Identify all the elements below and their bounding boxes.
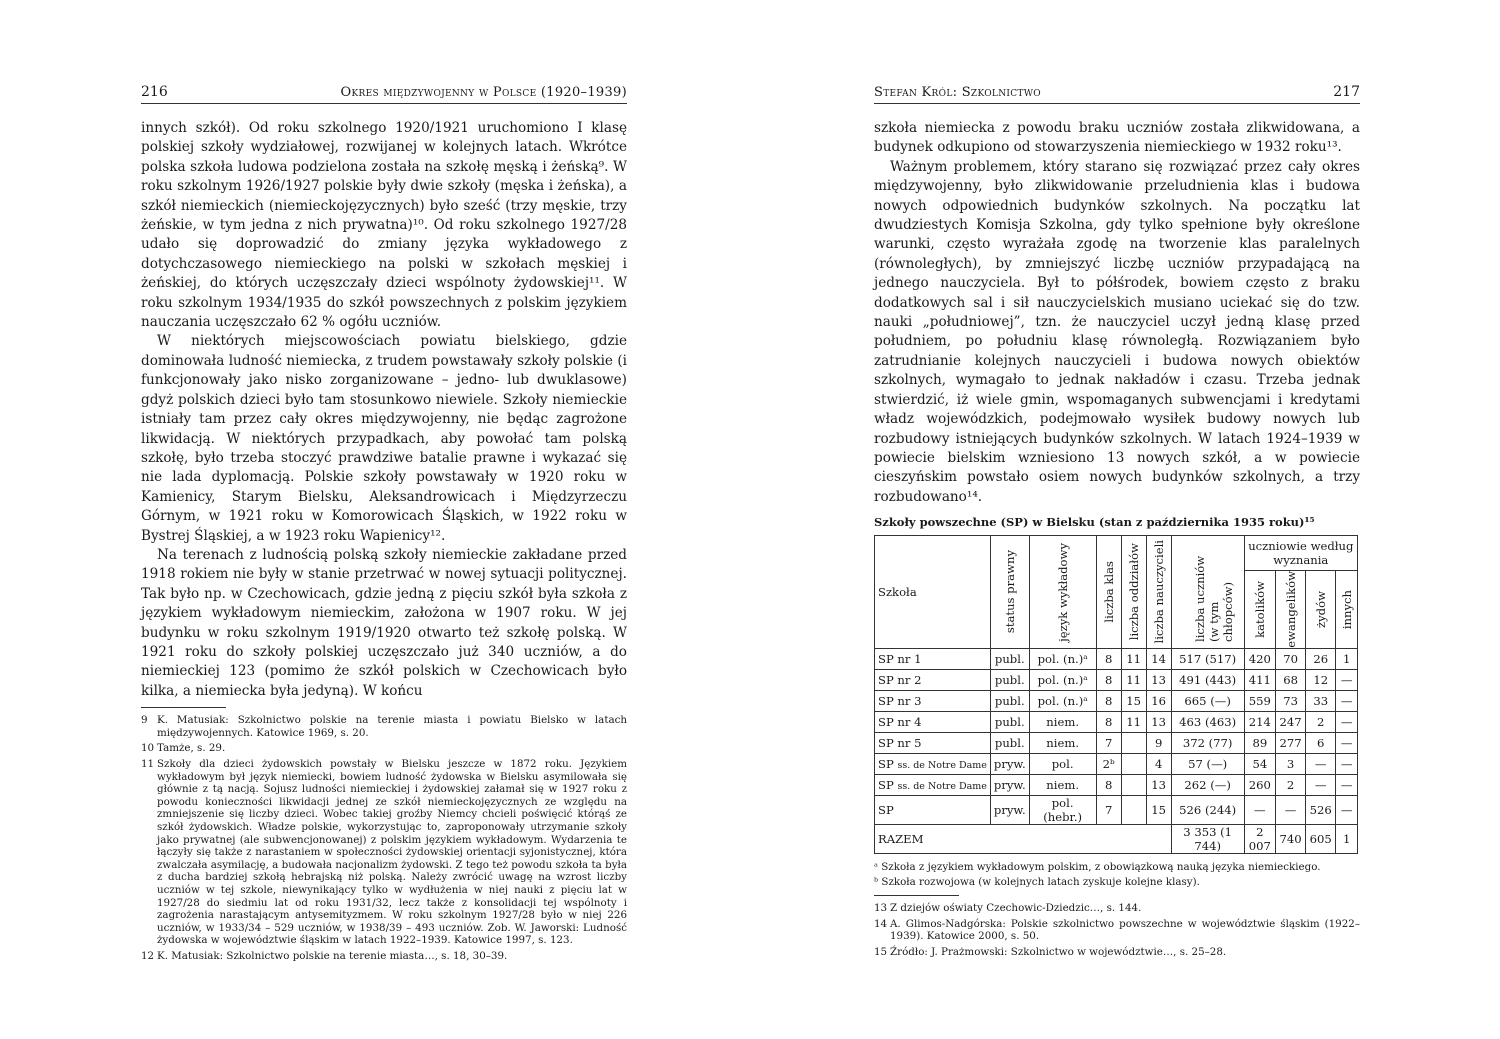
paragraph: Ważnym problemem, który starano się rozwiązać przez cały okres międzywojenny, było zlikwidowanie przeludnienia klas i budowa nowych odpowiednich budynków szkolnych. Na początku lat dwudziestych Komisja Szkolna, gdy tylko spełnione były określone warunki, często wyrażała zgodę na tworzenie klas paralelnych (równoległych), by zmniejszyć liczbę uczniów przypadającą na jednego nauczyciela. Był to półśrodek, bowiem często z braku dodatkowych sal i sił nauczycielskich musiano uciekać się do tzw. nauki „południowej”, tzn. że nauczyciel uczył jedną klasę przed południem, po południu klasę równoległą. Rozwiązaniem było zatrudnianie kolejnych nauczycieli i budowa nowych obiektów szkolnych, wymagało to jednak nakładów i czasu. Trzeba jednak stwierdzić, iż wiele gmin, wspomaganych subwencjami i kredytami władz wojewódzkich, podejmowało wysiłek budowy nowych lub rozbudowy istniejących budynków szkolnych. W latach 1924–1939 w powiecie bielskim wzniesiono 13 nowych szkół, a w powiecie cieszyńskim powstało osiem nowych budynków szkolnych, a trzy rozbudowano¹⁴. — [874, 158, 1360, 505]
footnote: 11 Szkoły dla dzieci żydowskich powstały w Bielsku jeszcze w 1872 roku. Językiem wykładowym był język niemiecki, bowiem ludność żydowska w Bielsku asymilowała się głównie z tą nacją. Sojusz ludności niemieckiej i żydowskiej załamał się w 1927 roku z powodu konieczności likwidacji jednej ze szkół niemieckojęzycznych ze względu na zmniejszenie się liczby dzieci. Wobec takiej groźby Niemcy chcieli poświęcić którąś ze szkół żydowskich. Władze polskie, wykorzystując to, zaproponowały utrzymanie szkoły jako prywatnej (ale subwencjonowanej) z polskim językiem wykładowym. Wydarzenia te łączyły się także z narastaniem w społeczności żydowskiej orientacji syjonistycznej, która zwalczała asymilację, a budowała nacjonalizm żydowski. Z tego też powodu szkoła ta była z ducha bardziej szkołą hebrajską niż polską. Należy zwrócić uwagę na wzrost liczby uczniów w tej szkole, niewynikający tylko w wydłużenia w niej nauki z pięciu lat w 1927/28 do siedmiu lat od roku 1931/32, lecz także z konsolidacji tej wspólnoty i zagrożenia narastającym antysemityzmem. W roku szkolnym 1927/28 było w niej 226 uczniów, w 1933/34 – 529 uczniów, w 1938/39 – 493 uczniów. Zob. W. Jaworski: Ludność żydowska w województwie śląskim w latach 1922–1939. Katowice 1997, s. 123. — [141, 757, 627, 947]
table-total-row — [875, 824, 1358, 853]
table-note: ᵃ Szkoła z językiem wykładowym polskim, z obowiązkową nauką języka niemieckiego. — [874, 860, 1321, 873]
header-other: innych — [1336, 571, 1358, 649]
footnotes — [141, 714, 627, 962]
header-evangelical: ewangelików — [1276, 571, 1306, 649]
cell-pupils: 262 (—) — [1171, 774, 1244, 795]
table-row — [875, 669, 1358, 690]
footnote: 13 Z dziejów oświaty Czechowic-Dziedzic…, s. 144. — [874, 901, 1142, 914]
cell-language: pol. (hebr.) — [1029, 795, 1096, 824]
cell-divisions: 15 — [1121, 690, 1146, 711]
table-row — [875, 732, 1358, 753]
cell-status: publ. — [990, 690, 1029, 711]
cell-teachers: 16 — [1146, 690, 1171, 711]
cell-evangelical: 68 — [1276, 669, 1306, 690]
cell-status: publ. — [990, 732, 1029, 753]
footnote: 9 K. Matusiak: Szkolnictwo polskie na terenie miasta i powiatu Bielsko w latach międzywojennych. Katowice 1969, s. 20. — [141, 714, 627, 739]
table-notes — [874, 860, 1360, 889]
cell-teachers: 13 — [1146, 669, 1171, 690]
cell-other: 1 — [1336, 648, 1358, 669]
footnote-rule — [874, 895, 959, 896]
cell-school: SP ss. de Notre Dame — [875, 774, 991, 795]
cell-classes: 8 — [1096, 711, 1121, 732]
cell-other: — — [1336, 795, 1358, 824]
cell-pupils: 463 (463) — [1171, 711, 1244, 732]
total-catholic: 2 007 — [1244, 824, 1275, 853]
total-evangelical: 740 — [1276, 824, 1306, 853]
total-pupils: 3 353 (1 744) — [1171, 824, 1244, 853]
cell-classes: 7 — [1096, 795, 1121, 824]
cell-status: publ. — [990, 648, 1029, 669]
header-teachers: liczba nauczycieli — [1146, 536, 1171, 649]
cell-language: niem. — [1029, 711, 1096, 732]
cell-language: pol. (n.)ᵃ — [1029, 648, 1096, 669]
cell-pupils: 372 (77) — [1171, 732, 1244, 753]
cell-other: — — [1336, 711, 1358, 732]
cell-other: — — [1336, 753, 1358, 774]
table-row — [875, 648, 1358, 669]
cell-evangelical: 247 — [1276, 711, 1306, 732]
cell-other: — — [1336, 669, 1358, 690]
right-page — [874, 84, 1360, 961]
cell-classes: 8 — [1096, 690, 1121, 711]
cell-pupils: 491 (443) — [1171, 669, 1244, 690]
cell-divisions — [1121, 753, 1146, 774]
cell-pupils: 665 (—) — [1171, 690, 1244, 711]
cell-school: SP nr 3 — [875, 690, 991, 711]
table-row — [875, 753, 1358, 774]
cell-divisions: 11 — [1121, 711, 1146, 732]
cell-evangelical: 2 — [1276, 774, 1306, 795]
cell-catholic: 214 — [1244, 711, 1275, 732]
header-status: status prawny — [990, 536, 1029, 649]
cell-catholic: 559 — [1244, 690, 1275, 711]
cell-classes: 8 — [1096, 774, 1121, 795]
cell-teachers: 13 — [1146, 711, 1171, 732]
cell-catholic: 260 — [1244, 774, 1275, 795]
cell-teachers: 15 — [1146, 795, 1171, 824]
running-title: Okres międzywojenny w Polsce (1920–1939) — [340, 85, 627, 100]
table-note: ᵇ Szkoła rozwojowa (w kolejnych latach zyskuje kolejne klasy). — [874, 875, 1200, 888]
header-classes: liczba klas — [1096, 536, 1121, 649]
cell-divisions — [1121, 795, 1146, 824]
table-row — [875, 795, 1358, 824]
cell-pupils: 517 (517) — [1171, 648, 1244, 669]
cell-status: pryw. — [990, 795, 1029, 824]
header-catholic: katolików — [1244, 571, 1275, 649]
cell-divisions — [1121, 774, 1146, 795]
paragraph: Na terenach z ludnością polską szkoły niemieckie zakładane przed 1918 rokiem nie były w stanie przetrwać w nowej sytuacji politycznej. Tak było np. w Czechowicach, gdzie jedną z pięciu szkół była szkoła z językiem wykładowym niemieckim, założona w 1907 roku. W jej budynku w roku szkolnym 1919/1920 otwarto też szkołę polską. W 1921 roku do szkoły polskiej uczęszczało już 340 uczniów, a do niemieckiej 123 (pomimo że szkół polskich w Czechowicach było kilka, a niemiecka była jedyną). W końcu — [141, 546, 627, 699]
cell-jewish: 33 — [1306, 690, 1336, 711]
cell-divisions — [1121, 732, 1146, 753]
header-pupils: liczba uczniów (w tym chłopców) — [1171, 536, 1244, 649]
cell-jewish: 12 — [1306, 669, 1336, 690]
total-jewish: 605 — [1306, 824, 1336, 853]
cell-status: pryw. — [990, 753, 1029, 774]
cell-classes: 2ᵇ — [1096, 753, 1121, 774]
body-text — [874, 119, 1360, 507]
cell-language: niem. — [1029, 774, 1096, 795]
cell-jewish: — — [1306, 774, 1336, 795]
footnote-rule — [141, 707, 226, 708]
cell-school: SP nr 1 — [875, 648, 991, 669]
page-number: 216 — [141, 84, 168, 100]
cell-catholic: 89 — [1244, 732, 1275, 753]
header-divisions: liczba oddziałów — [1121, 536, 1146, 649]
cell-jewish: 2 — [1306, 711, 1336, 732]
cell-status: pryw. — [990, 774, 1029, 795]
cell-classes: 8 — [1096, 648, 1121, 669]
cell-jewish: 26 — [1306, 648, 1336, 669]
cell-evangelical: 70 — [1276, 648, 1306, 669]
cell-teachers: 13 — [1146, 774, 1171, 795]
header-school: Szkoła — [875, 536, 991, 649]
cell-classes: 8 — [1096, 669, 1121, 690]
total-label: RAZEM — [875, 824, 1172, 853]
running-head — [874, 84, 1360, 104]
cell-teachers: 4 — [1146, 753, 1171, 774]
header-jewish: żydów — [1306, 571, 1336, 649]
footnote: 12 K. Matusiak: Szkolnictwo polskie na terenie miasta…, s. 18, 30–39. — [141, 949, 508, 962]
paragraph: szkoła niemiecka z powodu braku uczniów została zlikwidowana, a budynek odkupiono od stowarzyszenia niemieckiego w 1932 roku¹³. — [874, 120, 1360, 156]
paragraph: W niektórych miejscowościach powiatu bielskiego, gdzie dominowała ludność niemiecka, z trudem powstawały szkoły polskie (i funkcjonowały jako nisko zorganizowane – jedno- lub dwuklasowe) gdyż polskich dzieci było tam stosunkowo niewiele. Szkoły niemieckie istniały tam przez cały okres międzywojenny, nie będąc zagrożone likwidacją. W niektórych przypadkach, aby powołać tam polską szkołę, było trzeba stoczyć prawdziwe batalie prawne i wykazać się nie lada dyplomacją. Polskie szkoły powstawały w 1920 roku w Kamienicy, Starym Bielsku, Aleksandrowicach i Międzyrzeczu Górnym, w 1921 roku w Komorowicach Śląskich, w 1922 roku w Bystrej Śląskiej, a w 1923 roku Wapienicy¹². — [141, 333, 627, 544]
total-other: 1 — [1336, 824, 1358, 853]
cell-status: publ. — [990, 669, 1029, 690]
cell-evangelical: 3 — [1276, 753, 1306, 774]
paragraph: innych szkół). Od roku szkolnego 1920/1921 uruchomiono I klasę polskiej szkoły wydziałowej, rozwijanej w kolejnych latach. Wkrótce polska szkoła ludowa podzielona została na szkołę męską i żeńską⁹. W roku szkolnym 1926/1927 polskie były dwie szkoły (męska i żeńska), a szkół niemieckich (niemieckojęzycznych) było sześć (trzy męskie, trzy żeńskie, w tym jedna z nich prywatna)¹⁰. Od roku szkolnego 1927/28 udało się doprowadzić do zmiany języka wykładowego z dotychczasowego niemieckiego na polski w szkołach męskiej i żeńskiej, do których uczęszczały dzieci wspólnoty żydowskiej¹¹. W roku szkolnym 1934/1935 do szkół powszechnych z polskim językiem nauczania uczęszczało 62 % ogółu uczniów. — [141, 120, 627, 331]
cell-school: SP — [875, 795, 991, 824]
table-title: Szkoły powszechne (SP) w Bielsku (stan z października 1935 roku)¹⁵ — [874, 515, 1315, 530]
table-row — [875, 711, 1358, 732]
cell-status: publ. — [990, 711, 1029, 732]
cell-language: niem. — [1029, 732, 1096, 753]
table-row — [875, 774, 1358, 795]
cell-evangelical: — — [1276, 795, 1306, 824]
cell-language: pol. — [1029, 753, 1096, 774]
cell-teachers: 14 — [1146, 648, 1171, 669]
cell-teachers: 9 — [1146, 732, 1171, 753]
cell-jewish: 6 — [1306, 732, 1336, 753]
cell-catholic: 54 — [1244, 753, 1275, 774]
body-text — [141, 119, 627, 701]
table-row — [875, 690, 1358, 711]
cell-other: — — [1336, 774, 1358, 795]
footnote: 10 Tamże, s. 29. — [141, 742, 226, 755]
cell-catholic: 420 — [1244, 648, 1275, 669]
cell-jewish: 526 — [1306, 795, 1336, 824]
cell-school: SP nr 2 — [875, 669, 991, 690]
cell-divisions: 11 — [1121, 648, 1146, 669]
cell-pupils: 526 (244) — [1171, 795, 1244, 824]
footnotes — [874, 902, 1360, 958]
header-religion: uczniowie według wyznania — [1244, 536, 1357, 571]
cell-catholic: 411 — [1244, 669, 1275, 690]
cell-language: pol. (n.)ᵃ — [1029, 690, 1096, 711]
left-page — [141, 84, 627, 965]
cell-school: SP nr 4 — [875, 711, 991, 732]
cell-other: — — [1336, 690, 1358, 711]
cell-pupils: 57 (—) — [1171, 753, 1244, 774]
cell-school: SP nr 5 — [875, 732, 991, 753]
running-title: Stefan Król: Szkolnictwo — [874, 85, 1041, 100]
footnote: 15 Źródło: J. Prażmowski: Szkolnictwo w województwie…, s. 25–28. — [874, 945, 1227, 958]
cell-divisions: 11 — [1121, 669, 1146, 690]
cell-catholic: — — [1244, 795, 1275, 824]
cell-school: SP ss. de Notre Dame — [875, 753, 991, 774]
schools-table — [874, 535, 1358, 854]
header-language: język wykładowy — [1029, 536, 1096, 649]
cell-evangelical: 73 — [1276, 690, 1306, 711]
cell-language: pol. (n.)ᵃ — [1029, 669, 1096, 690]
cell-jewish: — — [1306, 753, 1336, 774]
cell-classes: 7 — [1096, 732, 1121, 753]
running-head — [141, 84, 627, 104]
cell-other: — — [1336, 732, 1358, 753]
page-number: 217 — [1333, 84, 1360, 100]
cell-evangelical: 277 — [1276, 732, 1306, 753]
footnote: 14 A. Glimos-Nadgórska: Polskie szkolnictwo powszechne w województwie śląskim (1922–1939). Katowice 2000, s. 50. — [874, 917, 1360, 943]
